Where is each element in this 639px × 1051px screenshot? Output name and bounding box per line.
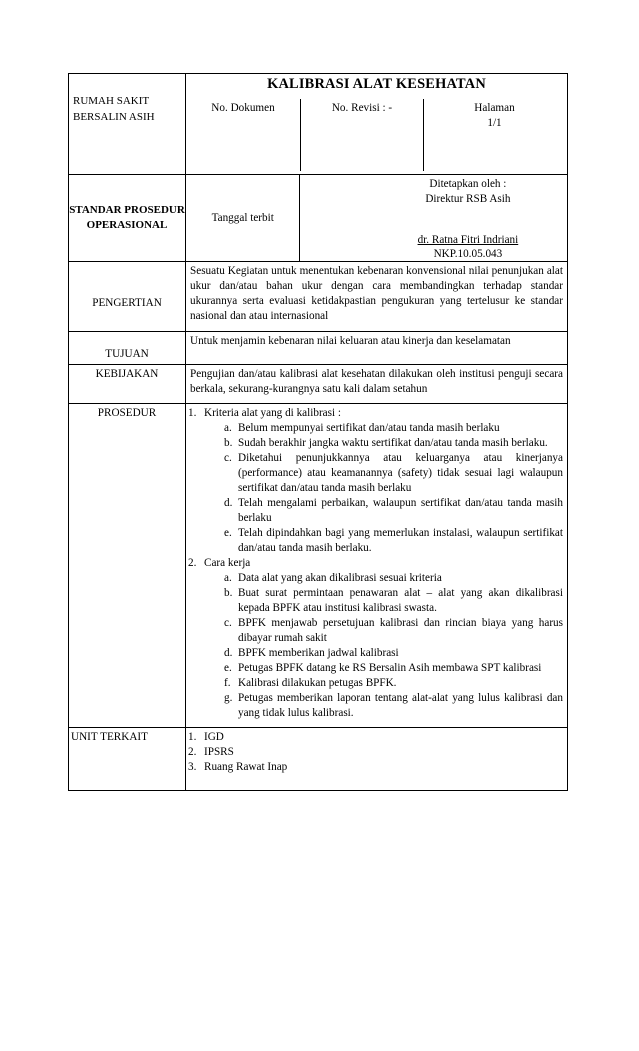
unit-terkait-list [186, 728, 567, 777]
item-text: Kalibrasi dilakukan petugas BPFK. [238, 677, 397, 689]
step-item [204, 526, 563, 556]
sop-table [68, 73, 568, 791]
unit-item [186, 760, 563, 775]
unit-terkait-row [69, 728, 568, 791]
institution-cell [69, 74, 186, 175]
pengertian-text: Sesuatu Kegiatan untuk menentukan kebenaran konvensional nilai penunjukan alat ukur dan/atau bahan ukur dengan cara membandingkan terhadap standar ukurannya serta evaluasi ketidakpastian pengukuran yang tertelusur ke standar nasional dan atau internasional [190, 265, 563, 322]
prosedur-row [69, 404, 568, 728]
sop-label: STANDAR PROSEDUR OPERASIONAL [69, 204, 185, 231]
step-title: Kriteria alat yang di kalibrasi : [204, 407, 341, 419]
step-item [204, 436, 563, 451]
prosedur-steps [186, 404, 567, 727]
sop-label-cell [69, 175, 186, 262]
page-value: 1/1 [487, 117, 502, 129]
sop-detail-cell [186, 175, 568, 262]
kebijakan-text: Pengujian dan/atau kalibrasi alat kesehatan dilakukan oleh institusi penguji secara berkala, sekurang-kurangnya satu kali dalam setahun [190, 368, 563, 395]
item-key: c. [224, 452, 232, 464]
signatory-name: dr. Ratna Fitri Indriani [417, 234, 519, 246]
item-key: d. [224, 497, 233, 509]
page-label: Halaman [474, 102, 515, 114]
institution-name: RUMAH SAKIT BERSALIN ASIH [73, 95, 155, 123]
item-text: Telah dipindahkan bagi yang memerlukan instalasi, walaupun sertifikat dan/atau tanda masih berlaku. [238, 527, 563, 554]
tujuan-label-cell [69, 332, 186, 365]
unit-item [186, 745, 563, 760]
item-key: b. [224, 587, 233, 599]
step-item [204, 691, 563, 721]
pengertian-label: PENGERTIAN [92, 297, 162, 309]
unit-item [186, 730, 563, 745]
step-item [204, 646, 563, 661]
kebijakan-text-cell [186, 365, 568, 404]
unit-name: Ruang Rawat Inap [204, 761, 288, 773]
approved-by: Ditetapkan oleh : [429, 178, 507, 190]
item-text: Petugas memberikan laporan tentang alat-alat yang lulus kalibrasi dan yang tidak lulus kalibrasi. [238, 692, 563, 719]
document-meta [186, 99, 567, 171]
tujuan-row [69, 332, 568, 365]
issue-date-label: Tanggal terbit [211, 212, 274, 224]
sop-document [68, 73, 567, 791]
item-text: Diketahui penunjukkannya atau keluarganya atau kinerjanya (performance) atau keamanannya (safety) tidak sesuai lagi walaupun sertifikat dan/atau tanda masih berlaku [238, 452, 563, 494]
step-item [204, 421, 563, 436]
unit-number: 3. [188, 761, 197, 773]
step-item [204, 451, 563, 496]
item-text: BPFK menjawab persetujuan kalibrasi dan rincian biaya yang harus dibayar rumah sakit [238, 617, 563, 644]
sop-row [69, 175, 568, 262]
step-item [204, 586, 563, 616]
header-row [69, 74, 568, 175]
sop-detail [186, 175, 567, 261]
item-text: BPFK memberikan jadwal kalibrasi [238, 647, 399, 659]
item-text: Petugas BPFK datang ke RS Bersalin Asih membawa SPT kalibrasi [238, 662, 542, 674]
item-key: f. [224, 677, 231, 689]
item-key: a. [224, 572, 232, 584]
unit-number: 1. [188, 731, 197, 743]
step-item [204, 496, 563, 526]
unit-name: IPSRS [204, 746, 234, 758]
item-key: c. [224, 617, 232, 629]
item-key: a. [224, 422, 232, 434]
item-text: Telah mengalami perbaikan, walaupun sertifikat dan/atau tanda masih berlaku [238, 497, 563, 524]
pengertian-row [69, 262, 568, 332]
prosedur-step [186, 556, 563, 721]
unit-number: 2. [188, 746, 197, 758]
pengertian-text-cell [186, 262, 568, 332]
revision-label: No. Revisi : - [300, 99, 423, 171]
approver-title: Direktur RSB Asih [425, 193, 511, 205]
item-key: b. [224, 437, 233, 449]
step-item [204, 676, 563, 691]
prosedur-text-cell [186, 404, 568, 728]
tujuan-text: Untuk menjamin kebenaran nilai keluaran atau kinerja dan keselamatan [190, 335, 511, 347]
kebijakan-row [69, 365, 568, 404]
tujuan-label: TUJUAN [105, 348, 149, 360]
unit-name: IGD [204, 731, 224, 743]
prosedur-label-cell [69, 404, 186, 728]
approval-block [299, 175, 567, 261]
document-title: KALIBRASI ALAT KESEHATAN [267, 76, 486, 92]
item-text: Data alat yang akan dikalibrasi sesuai kriteria [238, 572, 442, 584]
step-items [204, 571, 563, 721]
item-text: Sudah berakhir jangka waktu sertifikat dan/atau tanda masih berlaku. [238, 437, 548, 449]
signatory-id: NKP.10.05.043 [433, 248, 503, 260]
step-title: Cara kerja [204, 557, 251, 569]
item-text: Buat surat permintaan penawaran alat – alat yang akan dikalibrasi kepada BPFK atau institusi kalibrasi swasta. [238, 587, 563, 614]
prosedur-step [186, 406, 563, 556]
step-number: 2. [188, 557, 197, 569]
step-item [204, 616, 563, 646]
step-items [204, 421, 563, 556]
unit-terkait-label: UNIT TERKAIT [71, 731, 148, 743]
item-key: e. [224, 662, 232, 674]
prosedur-label: PROSEDUR [97, 407, 157, 419]
doc-no-label: No. Dokumen [211, 102, 275, 114]
item-text: Belum mempunyai sertifikat dan/atau tanda masih berlaku [238, 422, 500, 434]
page-info [423, 99, 565, 171]
step-item [204, 661, 563, 676]
pengertian-label-cell [69, 262, 186, 332]
tujuan-text-cell [186, 332, 568, 365]
item-key: d. [224, 647, 233, 659]
item-key: e. [224, 527, 232, 539]
step-number: 1. [188, 407, 197, 419]
unit-terkait-list-cell [186, 728, 568, 791]
title-cell [186, 74, 568, 175]
item-key: g. [224, 692, 233, 704]
step-item [204, 571, 563, 586]
unit-terkait-label-cell [69, 728, 186, 791]
kebijakan-label-cell [69, 365, 186, 404]
kebijakan-label: KEBIJAKAN [95, 368, 159, 380]
